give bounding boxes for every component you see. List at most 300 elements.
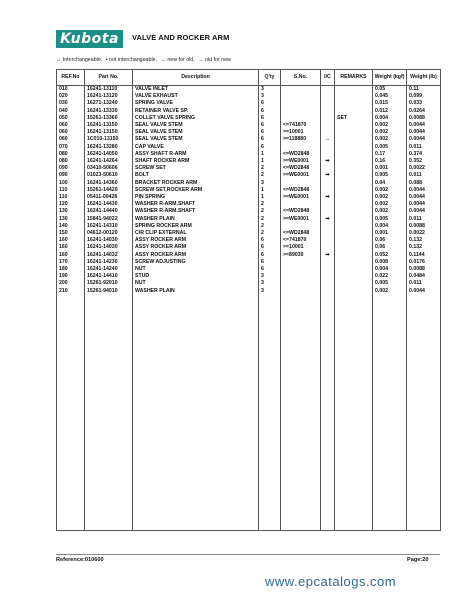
footer-page-number: Page:20 — [407, 557, 429, 563]
cell-ref: 110 — [57, 187, 85, 194]
table-empty-cell — [407, 295, 441, 531]
cell-weight-lb: 0.0022 — [407, 165, 441, 172]
table-row — [57, 194, 441, 201]
table-empty-cell — [373, 295, 407, 531]
cell-qty: 3 — [259, 273, 281, 280]
cell-weight-kgf: 0.17 — [373, 151, 407, 158]
cell-description: SEAL VALVE STEM — [133, 129, 259, 136]
table-empty-cell — [57, 295, 85, 531]
cell-remarks — [335, 223, 373, 230]
cell-qty: 2 — [259, 201, 281, 208]
table-row — [57, 86, 441, 94]
table-row — [57, 100, 441, 107]
legend-interchangeable: ↔ Interchangeable, — [56, 57, 103, 63]
cell-description: NUT — [133, 266, 259, 273]
table-row — [57, 266, 441, 273]
cell-interchange — [321, 129, 335, 136]
cell-qty: 2 — [259, 165, 281, 172]
cell-serial-no — [281, 273, 321, 280]
cell-part-no: 16241-14360 — [85, 180, 133, 187]
cell-remarks — [335, 194, 373, 201]
table-empty-cell — [133, 295, 259, 531]
cell-weight-lb: 0.0044 — [407, 288, 441, 295]
cell-qty: 2 — [259, 208, 281, 215]
cell-interchange — [321, 93, 335, 100]
cell-remarks — [335, 172, 373, 179]
cell-ref: 170 — [57, 259, 85, 266]
cell-qty: 6 — [259, 144, 281, 151]
table-row — [57, 115, 441, 122]
cell-remarks — [335, 259, 373, 266]
cell-description: SEAL VALVE STEM — [133, 136, 259, 143]
cell-qty: 3 — [259, 93, 281, 100]
col-header-part-no: Part No. — [85, 70, 133, 86]
cell-qty: 6 — [259, 237, 281, 244]
table-row — [57, 122, 441, 129]
cell-weight-kgf: 0.004 — [373, 266, 407, 273]
cell-remarks — [335, 280, 373, 287]
cell-serial-no — [281, 93, 321, 100]
cell-description: SPRING VALVE — [133, 100, 259, 107]
cell-weight-lb: 0.0088 — [407, 115, 441, 122]
cell-part-no: 16241-14050 — [85, 151, 133, 158]
cell-ref: 020 — [57, 93, 85, 100]
cell-description: SCREW SET,ROCKER ARM — [133, 187, 259, 194]
legend-old-for-new: → old for new — [198, 57, 231, 63]
cell-weight-lb: 0.0044 — [407, 129, 441, 136]
cell-description: SHAFT ROCKER ARM — [133, 158, 259, 165]
cell-serial-no: >=WE0001 — [281, 158, 321, 165]
cell-weight-kgf: 0.005 — [373, 216, 407, 223]
cell-qty: 6 — [259, 122, 281, 129]
cell-part-no: 1C010-13150 — [85, 136, 133, 143]
cell-weight-lb: 0.0044 — [407, 208, 441, 215]
cell-part-no: 16241-14032 — [85, 252, 133, 259]
cell-part-no: 16241-14430 — [85, 201, 133, 208]
cell-part-no: 16241-14410 — [85, 273, 133, 280]
cell-ref: 210 — [57, 288, 85, 295]
cell-ref: 150 — [57, 230, 85, 237]
table-empty-space — [57, 295, 441, 531]
table-row — [57, 158, 441, 165]
cell-weight-lb: 0.0044 — [407, 194, 441, 201]
table-row — [57, 216, 441, 223]
cell-weight-kgf: 0.012 — [373, 108, 407, 115]
cell-part-no: 03410-50606 — [85, 165, 133, 172]
cell-description: NUT — [133, 280, 259, 287]
cell-remarks — [335, 158, 373, 165]
cell-description: CIR CLIP EXTERNAL — [133, 230, 259, 237]
col-header-weight-kgf: Weight (kgf) — [373, 70, 407, 86]
cell-part-no: 16241-14230 — [85, 259, 133, 266]
table-row — [57, 108, 441, 115]
table-empty-cell — [259, 295, 281, 531]
cell-interchange — [321, 273, 335, 280]
cell-serial-no — [281, 100, 321, 107]
cell-interchange — [321, 122, 335, 129]
cell-description: BRACKET ROCKER ARM — [133, 180, 259, 187]
cell-ref: 180 — [57, 266, 85, 273]
cell-interchange: ➡ — [321, 194, 335, 201]
cell-remarks — [335, 144, 373, 151]
table-row — [57, 129, 441, 136]
cell-remarks — [335, 129, 373, 136]
cell-serial-no: <=741870 — [281, 237, 321, 244]
cell-part-no: 15261-13360 — [85, 115, 133, 122]
cell-weight-kgf: 0.06 — [373, 244, 407, 251]
cell-description: STUD — [133, 273, 259, 280]
cell-ref: 080 — [57, 151, 85, 158]
cell-part-no: 16241-14030 — [85, 237, 133, 244]
cell-remarks — [335, 244, 373, 251]
cell-weight-kgf: 0.004 — [373, 223, 407, 230]
cell-weight-lb: 0.0088 — [407, 223, 441, 230]
cell-remarks — [335, 230, 373, 237]
cell-part-no: 15261-92010 — [85, 280, 133, 287]
cell-weight-kgf: 0.005 — [373, 280, 407, 287]
cell-remarks — [335, 266, 373, 273]
cell-part-no: 16241-14264 — [85, 158, 133, 165]
logo-text: Kubota — [60, 31, 119, 47]
cell-remarks — [335, 100, 373, 107]
legend-new-for-old: ← new for old, — [160, 57, 195, 63]
table-row — [57, 252, 441, 259]
cell-remarks — [335, 122, 373, 129]
cell-weight-lb: 0.0044 — [407, 187, 441, 194]
cell-weight-lb: 0.011 — [407, 144, 441, 151]
cell-serial-no: >=118880 — [281, 136, 321, 143]
cell-weight-kgf: 0.002 — [373, 187, 407, 194]
cell-weight-lb: 0.0044 — [407, 136, 441, 143]
cell-part-no: 16241-13110 — [85, 86, 133, 94]
cell-part-no: 16241-14310 — [85, 223, 133, 230]
cell-remarks — [335, 165, 373, 172]
cell-description: WASHER R-ARM.SHAFT — [133, 201, 259, 208]
cell-serial-no — [281, 259, 321, 266]
cell-serial-no: <=WD2848 — [281, 151, 321, 158]
cell-description: SPRING ROCKER ARM — [133, 223, 259, 230]
cell-description: RETAINER VALVE SP. — [133, 108, 259, 115]
cell-description: VALVE INLET — [133, 86, 259, 94]
cell-qty: 1 — [259, 187, 281, 194]
cell-weight-lb: 0.132 — [407, 244, 441, 251]
cell-description: WASHER R-ARM.SHAFT — [133, 208, 259, 215]
cell-qty: 2 — [259, 223, 281, 230]
table-row — [57, 273, 441, 280]
cell-remarks — [335, 151, 373, 158]
col-header-ic: I/C — [321, 70, 335, 86]
cell-ref: 060 — [57, 122, 85, 129]
cell-serial-no — [281, 266, 321, 273]
table-row — [57, 237, 441, 244]
cell-remarks — [335, 93, 373, 100]
cell-part-no: 05411-00428 — [85, 194, 133, 201]
parts-table — [56, 69, 441, 531]
cell-interchange — [321, 86, 335, 94]
cell-serial-no — [281, 280, 321, 287]
cell-weight-kgf: 0.002 — [373, 288, 407, 295]
table-row — [57, 144, 441, 151]
cell-description: ASSY SHAFT R-ARM — [133, 151, 259, 158]
col-header-weight-lb: Weight (lb) — [407, 70, 441, 86]
cell-weight-lb: 0.0022 — [407, 230, 441, 237]
cell-qty: 1 — [259, 194, 281, 201]
cell-interchange — [321, 100, 335, 107]
cell-part-no: 16241-13120 — [85, 93, 133, 100]
cell-ref: 040 — [57, 108, 85, 115]
cell-remarks — [335, 288, 373, 295]
cell-description: PIN SPRING — [133, 194, 259, 201]
footer-divider — [56, 554, 440, 555]
cell-description: COLLET VALVE SPRING — [133, 115, 259, 122]
table-header-row — [57, 70, 441, 86]
cell-interchange — [321, 208, 335, 215]
cell-weight-kgf: 0.05 — [373, 86, 407, 94]
cell-serial-no: >=89030 — [281, 252, 321, 259]
cell-serial-no: <=WD2848 — [281, 230, 321, 237]
cell-interchange — [321, 230, 335, 237]
cell-remarks — [335, 216, 373, 223]
cell-description: BOLT — [133, 172, 259, 179]
cell-interchange — [321, 237, 335, 244]
cell-interchange: ↔ — [321, 136, 335, 143]
cell-part-no: 01023-50610 — [85, 172, 133, 179]
cell-weight-kgf: 0.045 — [373, 93, 407, 100]
cell-weight-lb: 0.132 — [407, 237, 441, 244]
cell-part-no: 16241-14440 — [85, 208, 133, 215]
cell-ref: 100 — [57, 180, 85, 187]
cell-weight-lb: 0.011 — [407, 172, 441, 179]
cell-remarks — [335, 208, 373, 215]
cell-ref: 160 — [57, 237, 85, 244]
cell-ref: 080 — [57, 158, 85, 165]
cell-serial-no: >=10001 — [281, 244, 321, 251]
cell-weight-kgf: 0.002 — [373, 122, 407, 129]
cell-weight-kgf: 0.06 — [373, 237, 407, 244]
table-row — [57, 230, 441, 237]
cell-serial-no: >=10001 — [281, 129, 321, 136]
cell-weight-lb: 0.0484 — [407, 273, 441, 280]
cell-ref: 110 — [57, 194, 85, 201]
cell-interchange — [321, 144, 335, 151]
cell-ref: 050 — [57, 115, 85, 122]
cell-weight-kgf: 0.16 — [373, 158, 407, 165]
cell-qty: 6 — [259, 259, 281, 266]
cell-qty: 1 — [259, 158, 281, 165]
cell-qty: 3 — [259, 280, 281, 287]
table-row — [57, 223, 441, 230]
legend — [56, 57, 233, 63]
col-header-sno: S.No. — [281, 70, 321, 86]
table-row — [57, 172, 441, 179]
cell-weight-kgf: 0.04 — [373, 180, 407, 187]
cell-qty: 6 — [259, 115, 281, 122]
cell-interchange — [321, 266, 335, 273]
cell-description: WASHER PLAIN — [133, 288, 259, 295]
col-header-qty: Q'ty — [259, 70, 281, 86]
cell-weight-lb: 0.011 — [407, 216, 441, 223]
cell-ref: 140 — [57, 223, 85, 230]
cell-ref: 160 — [57, 252, 85, 259]
cell-weight-kgf: 0.005 — [373, 172, 407, 179]
cell-qty: 6 — [259, 108, 281, 115]
cell-weight-lb: 0.0264 — [407, 108, 441, 115]
cell-qty: 6 — [259, 266, 281, 273]
table-row — [57, 201, 441, 208]
cell-part-no: 16241-14240 — [85, 266, 133, 273]
cell-weight-kgf: 0.015 — [373, 100, 407, 107]
cell-qty: 6 — [259, 252, 281, 259]
table-row — [57, 208, 441, 215]
cell-serial-no — [281, 115, 321, 122]
cell-ref: 060 — [57, 136, 85, 143]
cell-serial-no — [281, 201, 321, 208]
cell-weight-lb: 0.374 — [407, 151, 441, 158]
cell-part-no: 16241-13330 — [85, 108, 133, 115]
cell-part-no: 16241-13150 — [85, 129, 133, 136]
cell-remarks — [335, 180, 373, 187]
cell-serial-no: <=WD2848 — [281, 187, 321, 194]
cell-ref: 130 — [57, 208, 85, 215]
cell-weight-kgf: 0.001 — [373, 165, 407, 172]
cell-interchange — [321, 180, 335, 187]
page-title: VALVE AND ROCKER ARM — [132, 33, 230, 42]
cell-qty: 1 — [259, 151, 281, 158]
cell-weight-lb: 0.011 — [407, 280, 441, 287]
cell-remarks — [335, 187, 373, 194]
cell-ref: 120 — [57, 201, 85, 208]
cell-serial-no — [281, 108, 321, 115]
cell-serial-no — [281, 288, 321, 295]
cell-remarks — [335, 108, 373, 115]
cell-ref: 060 — [57, 129, 85, 136]
cell-serial-no: <=WD2848 — [281, 165, 321, 172]
cell-serial-no — [281, 180, 321, 187]
cell-description: SCREW SET — [133, 165, 259, 172]
table-row — [57, 259, 441, 266]
cell-part-no: 16241-13280 — [85, 144, 133, 151]
cell-interchange — [321, 259, 335, 266]
cell-interchange — [321, 115, 335, 122]
cell-qty: 6 — [259, 244, 281, 251]
cell-ref: 090 — [57, 172, 85, 179]
cell-description: SEAL VALVE STEM — [133, 122, 259, 129]
cell-description: ASSY ROCKER ARM — [133, 237, 259, 244]
cell-weight-lb: 0.11 — [407, 86, 441, 94]
table-empty-cell — [335, 295, 373, 531]
cell-serial-no — [281, 144, 321, 151]
cell-remarks — [335, 237, 373, 244]
cell-qty: 6 — [259, 129, 281, 136]
table-empty-cell — [321, 295, 335, 531]
cell-weight-lb: 0.352 — [407, 158, 441, 165]
cell-interchange — [321, 244, 335, 251]
cell-weight-lb: 0.1144 — [407, 252, 441, 259]
cell-part-no: 15841-94022 — [85, 216, 133, 223]
cell-interchange — [321, 165, 335, 172]
cell-part-no: 15261-94010 — [85, 288, 133, 295]
cell-ref: 200 — [57, 280, 85, 287]
cell-ref: 130 — [57, 216, 85, 223]
cell-description: ASSY ROCKER ARM — [133, 252, 259, 259]
cell-ref: 030 — [57, 100, 85, 107]
cell-interchange — [321, 201, 335, 208]
cell-ref: 070 — [57, 144, 85, 151]
cell-interchange — [321, 288, 335, 295]
cell-ref: 090 — [57, 165, 85, 172]
cell-interchange — [321, 151, 335, 158]
cell-serial-no: >=WE0001 — [281, 172, 321, 179]
table-row — [57, 165, 441, 172]
table-row — [57, 288, 441, 295]
cell-description: VALVE EXHAUST — [133, 93, 259, 100]
table-row — [57, 180, 441, 187]
cell-remarks — [335, 201, 373, 208]
cell-weight-kgf: 0.002 — [373, 129, 407, 136]
watermark: www.epcatalogs.com — [265, 574, 397, 589]
cell-remarks — [335, 273, 373, 280]
table-empty-cell — [281, 295, 321, 531]
cell-part-no: 16241-13150 — [85, 122, 133, 129]
cell-ref: 190 — [57, 273, 85, 280]
cell-weight-lb: 0.033 — [407, 100, 441, 107]
cell-interchange: ➡ — [321, 172, 335, 179]
cell-serial-no — [281, 86, 321, 94]
cell-interchange — [321, 187, 335, 194]
col-header-ref: REF.No — [57, 70, 85, 86]
cell-qty: 3 — [259, 180, 281, 187]
col-header-description: Description — [133, 70, 259, 86]
cell-weight-lb: 0.0044 — [407, 122, 441, 129]
table-row — [57, 244, 441, 251]
cell-weight-lb: 0.0044 — [407, 201, 441, 208]
cell-description: SCREW ADJUSTING — [133, 259, 259, 266]
cell-description: WASHER PLAIN — [133, 216, 259, 223]
cell-qty: 3 — [259, 288, 281, 295]
cell-interchange — [321, 108, 335, 115]
cell-serial-no: <=741870 — [281, 122, 321, 129]
legend-not-interchangeable: • not interchangeable, — [105, 57, 158, 63]
cell-interchange: ➡ — [321, 158, 335, 165]
cell-serial-no — [281, 223, 321, 230]
table-empty-cell — [85, 295, 133, 531]
cell-weight-kgf: 0.008 — [373, 259, 407, 266]
table-row — [57, 136, 441, 143]
cell-part-no: 15261-14420 — [85, 187, 133, 194]
cell-qty: 2 — [259, 230, 281, 237]
cell-interchange — [321, 223, 335, 230]
cell-part-no: 16271-13240 — [85, 100, 133, 107]
cell-weight-kgf: 0.004 — [373, 115, 407, 122]
table-row — [57, 187, 441, 194]
cell-part-no: 16241-14030 — [85, 244, 133, 251]
cell-interchange: ➡ — [321, 252, 335, 259]
cell-weight-kgf: 0.002 — [373, 194, 407, 201]
cell-qty: 3 — [259, 86, 281, 94]
cell-weight-kgf: 0.002 — [373, 136, 407, 143]
cell-remarks — [335, 86, 373, 94]
kubota-logo — [56, 30, 123, 48]
cell-ref: 160 — [57, 244, 85, 251]
cell-part-no: 04612-00120 — [85, 230, 133, 237]
cell-weight-kgf: 0.001 — [373, 230, 407, 237]
cell-interchange: ➡ — [321, 216, 335, 223]
cell-weight-kgf: 0.005 — [373, 144, 407, 151]
cell-description: CAP VALVE — [133, 144, 259, 151]
cell-remarks: SET — [335, 115, 373, 122]
table-row — [57, 93, 441, 100]
cell-qty: 6 — [259, 100, 281, 107]
